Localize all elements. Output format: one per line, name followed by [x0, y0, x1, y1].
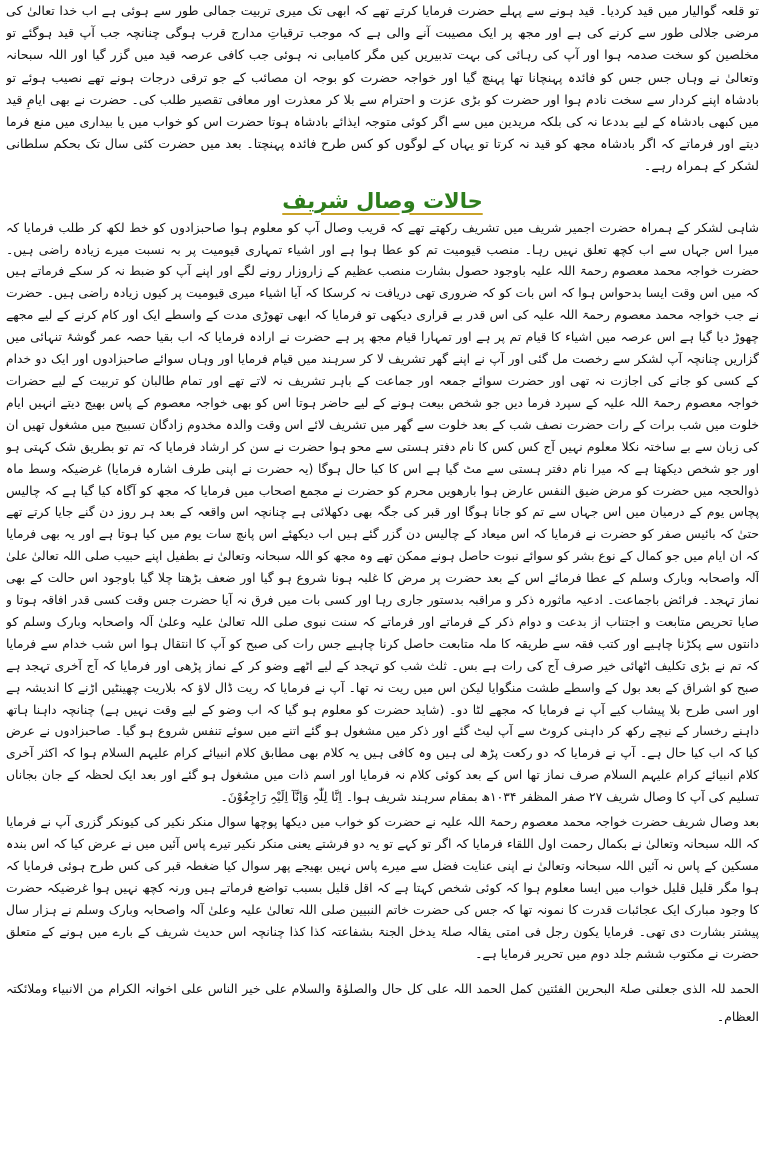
paragraph-imprisonment: تو قلعہ گوالیار میں قید کردیا۔ قید ہونے سے پہلے حضرت فرمایا کرتے تھے کہ ابھی تک میری تربیت جمالی طور سے ہوئی ہے اب خدا تعالیٰ کی مرضی جلالی طور سے کرنے کی ہے اور مجھ پر ایک مصیبت آنے والی ہے کہ موجب ترقیاتِ مدارج قرب ہوگی چنانچہ جب آپ قید ہوگئے تو مخلصین کو سخت صدمہ ہوا اور آپ کی رہائی کی بہت تدبیریں کیں مگر کامیابی نہ ہوئی جب کافی عرصہ قید میں گزر گیا اور اللہ سبحانہ وتعالیٰ نے وہاں جس جس کو فائدہ پہنچانا تھا پہنچ گیا اور خواجہ حضرت کو بوجہ ان مصائب کے جو ترقی درجات ہونے تھے نصیب ہوئے تو بادشاہ اپنے کردار سے سخت نادم ہوا اور حضرت کو بڑی عزت و احترام سے بلا کر معذرت اور معافی تقصیر طلب کی۔ حضرت نے بھی ایامِ قید میں کبھی بادشاہ کے لیے بددعا نہ کی بلکہ مریدین میں سے اگر کوئی متوجہ ایذائے بادشاہ ہوتا حضرت اس کو خواب میں یا بیداری میں منع فرما دیتے اور فرماتے کہ اگر بادشاہ مجھ کو قید نہ کرتا تو یہاں کے لوگوں کو کس طرح فائدہ پہنچتا۔ بعد میں حضرت کئی سال تک بحکم سلطانی لشکر کے ہمراہ رہے۔: [6, 3, 759, 174]
document-page: [6, 0, 759, 1163]
paragraph-final-days: شاہی لشکر کے ہمراہ حضرت اجمیر شریف میں تشریف رکھتے تھے کہ قریب وصال آپ کو معلوم ہوا صاحبزادوں کو خط لکھ کر طلب فرمایا کہ میرا اس جہاں سے اب کچھ تعلق نہیں رہا۔ منصب قیومیت تم کو عطا ہوا ہے اور اشیاء تمہاری قیومیت پر بہ نسبت میرے زیادہ راضی ہیں۔ حضرت خواجہ محمد معصوم رحمۃ اللہ علیہ باوجود حصول بشارت منصب عظیم کے زاروزار رونے لگے اور اپنے آپ کو ضبط نہ کر سکے فرماتے ہیں کہ میں اس وقت ایسا بدحواس ہوا کہ اس بات کو کہ ضروری تھی دریافت نہ کرسکا کہ آیا اشیاء میری قیومیت پر کیوں زیادہ راضی ہیں۔ حضرت نے جب خواجہ محمد معصوم رحمۃ اللہ علیہ کی اس قدر بے قراری دیکھی تو فرمایا کہ ابھی تھوڑی مدت کے واسطے ایک اور کام کرنے کے لیے مجھے چھوڑ دیا گیا ہے اس عرصہ میں اشیاء کا قیام تم پر ہے اور تمہارا قیام مجھ پر ہے حضرت نے ارادہ فرمایا کہ اب بقیا حصہ عمر گوشۂ تنہائی میں گزاریں چنانچہ آپ لشکر سے رخصت مل گئی اور آپ نے اپنے گھر تشریف لا کر سرہند میں قیام فرمایا اور وہاں سوائے صاحبزادوں اور ایک دو خدام کے کسی کو جانے کی اجازت نہ تھی اور حضرت سوائے جمعہ اور جماعت کے باہر تشریف نہ لاتے تھے اور تمام طالبان کو تربیت کے لیے حضرات خواجہ معصوم رحمۃ اللہ علیہ کے سپرد فرما دیں جو شخص بیعت ہونے کے لیے حاضر ہوتا اس کو بھی خواجہ معصوم کے پاس بھیج دیتے انہیں ایام خلوت میں شب برات کے رات حضرت نصف شب کے بعد خلوت سے گھر میں تشریف لائے اس وقت والدہ مخدوم زادگان تسبیح میں مشغول تھیں ان کی زبان سے بے ساختہ نکلا معلوم نہیں آج کس کس کا نام دفتر ہستی سے محو ہوا حضرت نے سن کر ارشاد فرمایا کہ تم تو بطریق شک کہتی ہو اور جو شخص دیکھتا ہے کہ میرا نام دفتر ہستی سے مٹ گیا ہے اس کا کیا حال ہوگا (یہ حضرت نے اپنی طرف اشارہ فرمایا) غرضیکہ وسط ماہ ذوالحجہ میں حضرت کو مرض ضیق النفس عارض ہوا بارھویں محرم کو حضرت نے مجمع اصحاب میں فرمایا کہ مجھ کو آگاہ کیا گیا ہے کہ چالیس پچاس یوم کے درمیان میں اس جہاں سے تم کو جانا ہوگا اور قبر کی جگہ بھی دکھلائی ہے چنانچہ اس واقعہ کے بعد ہر روز دن گنے جایا کرتے تھے حتیٰ کہ بائیس صفر کو حضرت نے فرمایا کہ اس میعاد کے چالیس دن گزر گئے ہیں اب دیکھئے اس پانچ سات یوم میں کیا ہوتا ہے اور یہ بھی فرمایا کہ ان ایام میں جو کمال کے نوع بشر کو سوائے نبوت حاصل ہونے ممکن تھے وہ مجھ کو اللہ سبحانہ وتعالیٰ نے بطفیل اپنے حبیب صلی اللہ تعالیٰ علیٰ آلہ واصحابہ وبارک وسلم کے عطا فرمائے اس کے بعد حضرت پر مرض کا غلبہ ہونا شروع ہو گیا اور ضعف بڑھتا چلا گیا باوجود اس حالت کے بھی نماز تہجد۔ فرائض باجماعت۔ ادعیہ ماثورہ ذکر و مراقبہ بدستور جاری رہا اور کسی بات میں فرق نہ آیا حضرت جس وقت کسی قدر افاقہ ہوتا و صایا تحریص متابعت و اجتناب از بدعت و دوام ذکر کے فرماتے اور فرماتے کہ سنت نبوی صلی اللہ تعالیٰ علیہ وعلیٰ آلہ واصحابہ وبارک وسلم کو دانتوں سے پکڑنا چاہیے اور کتب فقہ سے طریقہ کا ملہ متابعت حاصل کرنا چاہیے جس رات کی صبح کو آپ کا انتقال ہوا اس شب خدام سے فرمایا کہ تم نے بڑی تکلیف اٹھائی خیر صرف آج کی رات ہے بس۔ ثلث شب کو تہجد کے لیے اٹھے وضو کر کے نماز پڑھی اور فرمایا کہ آج آخری تہجد ہے صبح کو اشراق کے بعد بول کے واسطے طشت منگوایا لیکن اس میں ریت نہ تھا۔ آپ نے فرمایا کہ ریت ڈال لاؤ کہ بلاریت چھینٹیں اڑنے کا اندیشہ ہے اور اسی طرح بلا پیشاب کیے آپ نے فرمایا کہ مجھے لٹا دو۔ (شاید حضرت کو معلوم ہو گیا کہ اب وضو کے لیے وقت نہیں ہے) چنانچہ داہنا ہاتھ داہنے رخسار کے نیچے رکھ کر داہنی کروٹ سے آپ لیٹ گئے اور ذکر میں مشغول ہو گئے اتنے میں سوئے تنفس شروع ہو گیا۔ صاحبزادوں نے عرض کیا کہ اب کیا حال ہے۔ آپ نے فرمایا کہ دو رکعت پڑھ لی ہیں وہ کافی ہیں یہ کلام بھی مطابق کلام انبیائے کرام علیہم السلام ہوا کہ اکثر آخری کلام انبیائے کرام علیہم السلام صرف نماز تھا اس کے بعد کوئی کلام نہ فرمایا اور اسم ذات میں مشغول ہو گئے اور بعد ایک لحظہ کے جان بجاناں تسلیم کی آپ کا وصال شریف ۲۷ صفر المظفر ۱۰۳۴ھ بمقام سرہند شریف ہوا۔ اِنَّا لِلّٰہِ وَاِنَّآ اِلَیْہِ رَاجِعُوْنَ۔: [6, 220, 759, 805]
closing-arabic-prayer: الحمد للہ الذی جعلنی صلۃ البحرین الفئتین کمل الحمد اللہ علی کل حال والصلوٰۃ والسلام علی خیر الناس علی اخوانہ الکرام من الانبیاء وملائکتہ العظام۔: [6, 981, 759, 1025]
section-heading: حالات وصال شریف: [282, 188, 483, 213]
paragraph-after-death: بعد وصال شریف حضرت خواجہ محمد معصوم رحمۃ اللہ علیہ نے حضرت کو خواب میں دیکھا پوچھا سوال منکر نکیر کی کیونکر گزری آپ نے فرمایا کہ اللہ سبحانہ وتعالیٰ نے بکمال رحمت اول اللقاء فرمایا کہ اگر تو کہے تو یہ دو فرشتے یعنی منکر نکیر تیرے پاس آئیں میں نے عرض کیا کہ اس بندہ مسکین کے پاس نہ آئیں اللہ سبحانہ وتعالیٰ نے اپنی عنایت فضل سے میرے پاس نہیں بھیجے پھر سوال کیا ضغطہ قبر کی کس طرح ہوئی فرمایا کہ ہوا مگر قلیل قلیل خواب میں ایسا معلوم ہوا کہ کوئی شخص کہتا ہے کہ اقل قلیل بسبب تواضع فرماتے ہیں ورنہ کچھ نہیں ہوا غرضیکہ حضرت کا وجود مبارک ایک عجائبات قدرت کا نمونہ تھا کہ جس کی حضرت خاتم النبیین صلی اللہ تعالیٰ علیہ وعلیٰ آلہ واصحابہ وبارک وسلم نے ہزار سال پیشتر بشارت دی تھی۔ فرمایا یکون رجل فی امتی یقالہ صلۃ یدخل الجنۃ بشفاعتہ کذا کذا چنانچہ اس حدیث شریف کے بارے میں ہونے کے متعلق حضرت نے مکتوب ششم جلد دوم میں تحریر فرمایا ہے۔: [6, 815, 759, 961]
